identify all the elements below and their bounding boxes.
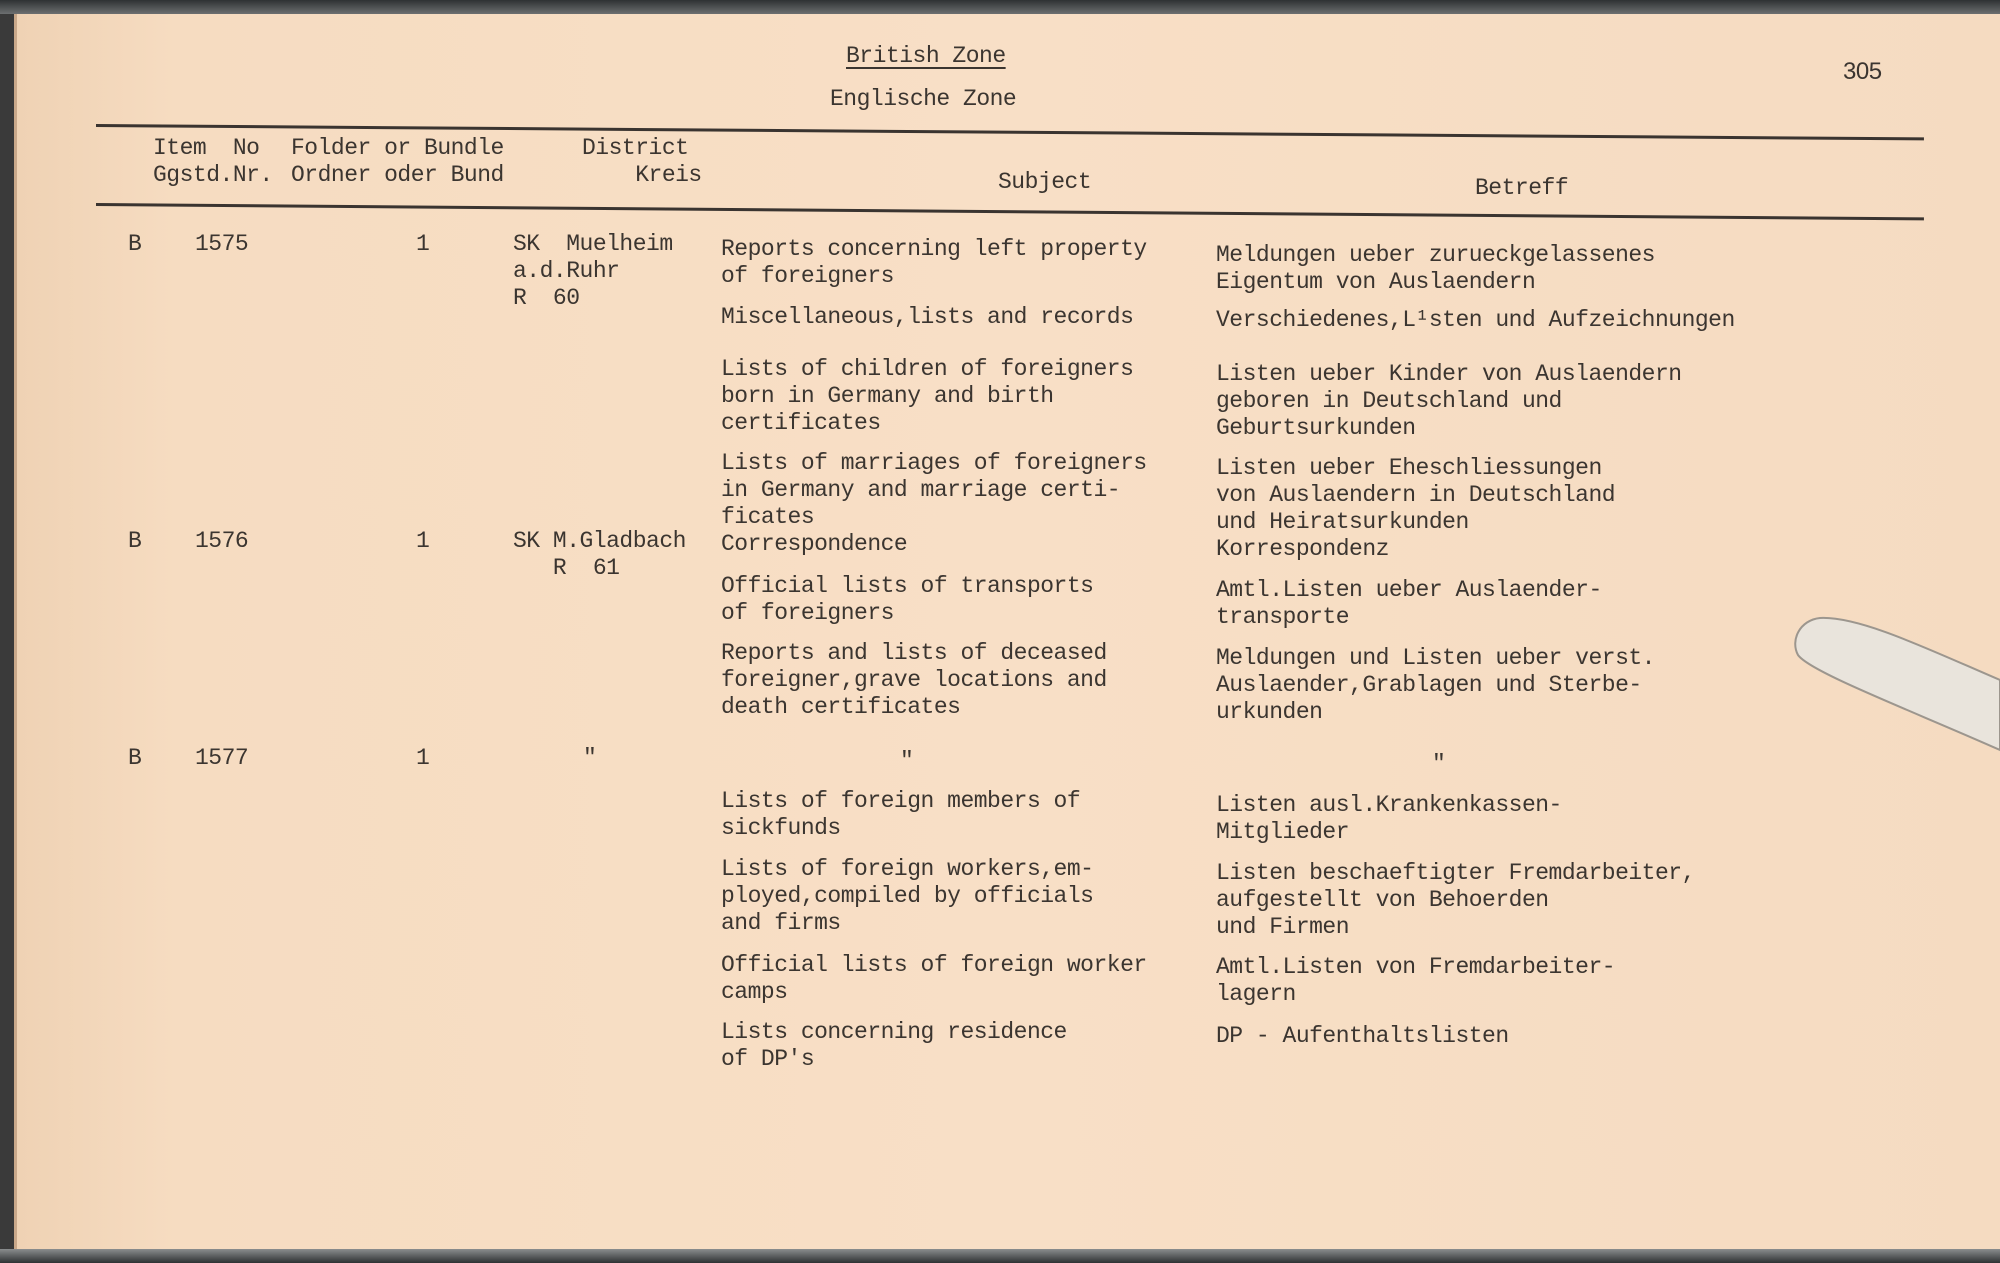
- entry-betreff: Listen ueber Eheschliessungen von Auslaendern in Deutschland und Heiratsurkunden: [1216, 455, 1616, 535]
- row-prefix: B: [128, 231, 142, 257]
- page-subtitle: Englische Zone: [830, 86, 1017, 112]
- entry-subject: Reports and lists of deceased foreigner,grave locations and death certificates: [721, 640, 1107, 720]
- row-prefix: B: [128, 745, 142, 771]
- entry-betreff: Meldungen und Listen ueber verst. Auslaender,Grablagen und Sterbe- urkunden: [1216, 645, 1655, 725]
- scanner-edge-top: [0, 0, 2000, 14]
- entry-subject: ": [900, 748, 914, 774]
- letter-opener-object: [1790, 610, 2000, 760]
- entry-subject: Correspondence: [721, 531, 908, 557]
- row-prefix: B: [128, 528, 142, 554]
- row-district: ": [583, 745, 597, 771]
- row-district: SK M.Gladbach R 61: [513, 528, 686, 581]
- entry-betreff: Verschiedenes,L¹sten und Aufzeichnungen: [1216, 307, 1735, 333]
- entry-subject: Lists of children of foreigners born in Germany and birth certificates: [721, 356, 1134, 436]
- entry-subject: Lists of marriages of foreigners in Germany and marriage certi- ficates: [721, 450, 1147, 530]
- entry-subject: Reports concerning left property of foreigners: [721, 236, 1147, 289]
- row-item-number: 1577: [195, 745, 249, 771]
- entry-subject: Lists of foreign members of sickfunds: [721, 788, 1081, 841]
- entry-betreff: Listen ausl.Krankenkassen- Mitglieder: [1216, 792, 1562, 845]
- row-item-number: 1576: [195, 528, 249, 554]
- row-folder-count: 1: [416, 745, 430, 771]
- page-title: British Zone: [846, 43, 1006, 69]
- entry-betreff: Amtl.Listen ueber Auslaender- transporte: [1216, 577, 1602, 630]
- column-header-item-no: Item No Ggstd.Nr.: [153, 135, 273, 188]
- column-header-district: District Kreis: [582, 135, 702, 188]
- entry-betreff: DP - Aufenthaltslisten: [1216, 1023, 1509, 1049]
- row-folder-count: 1: [416, 528, 430, 554]
- entry-subject: Lists concerning residence of DP's: [721, 1019, 1067, 1072]
- entry-betreff: Meldungen ueber zurueckgelassenes Eigentum von Auslaendern: [1216, 242, 1655, 295]
- page-number: 305: [1843, 58, 1882, 85]
- entry-betreff: Korrespondenz: [1216, 536, 1389, 562]
- entry-subject: Official lists of transports of foreigners: [721, 573, 1094, 626]
- column-header-folder: Folder or Bundle Ordner oder Bund: [291, 135, 504, 188]
- entry-betreff: Listen beschaeftigter Fremdarbeiter, aufgestellt von Behoerden und Firmen: [1216, 860, 1695, 940]
- entry-betreff: Amtl.Listen von Fremdarbeiter- lagern: [1216, 954, 1616, 1007]
- scanner-edge-bottom: [0, 1249, 2000, 1263]
- row-district: SK Muelheim a.d.Ruhr R 60: [513, 231, 673, 311]
- entry-betreff: Listen ueber Kinder von Auslaendern geboren in Deutschland und Geburtsurkunden: [1216, 361, 1682, 441]
- entry-betreff: ": [1432, 751, 1446, 777]
- column-header-betreff: Betreff: [1475, 175, 1569, 201]
- entry-subject: Lists of foreign workers,em- ployed,compiled by officials and firms: [721, 856, 1094, 936]
- row-item-number: 1575: [195, 231, 249, 257]
- row-folder-count: 1: [416, 231, 430, 257]
- entry-subject: Miscellaneous,lists and records: [721, 304, 1134, 330]
- entry-subject: Official lists of foreign worker camps: [721, 952, 1147, 1005]
- column-header-subject: Subject: [998, 169, 1092, 195]
